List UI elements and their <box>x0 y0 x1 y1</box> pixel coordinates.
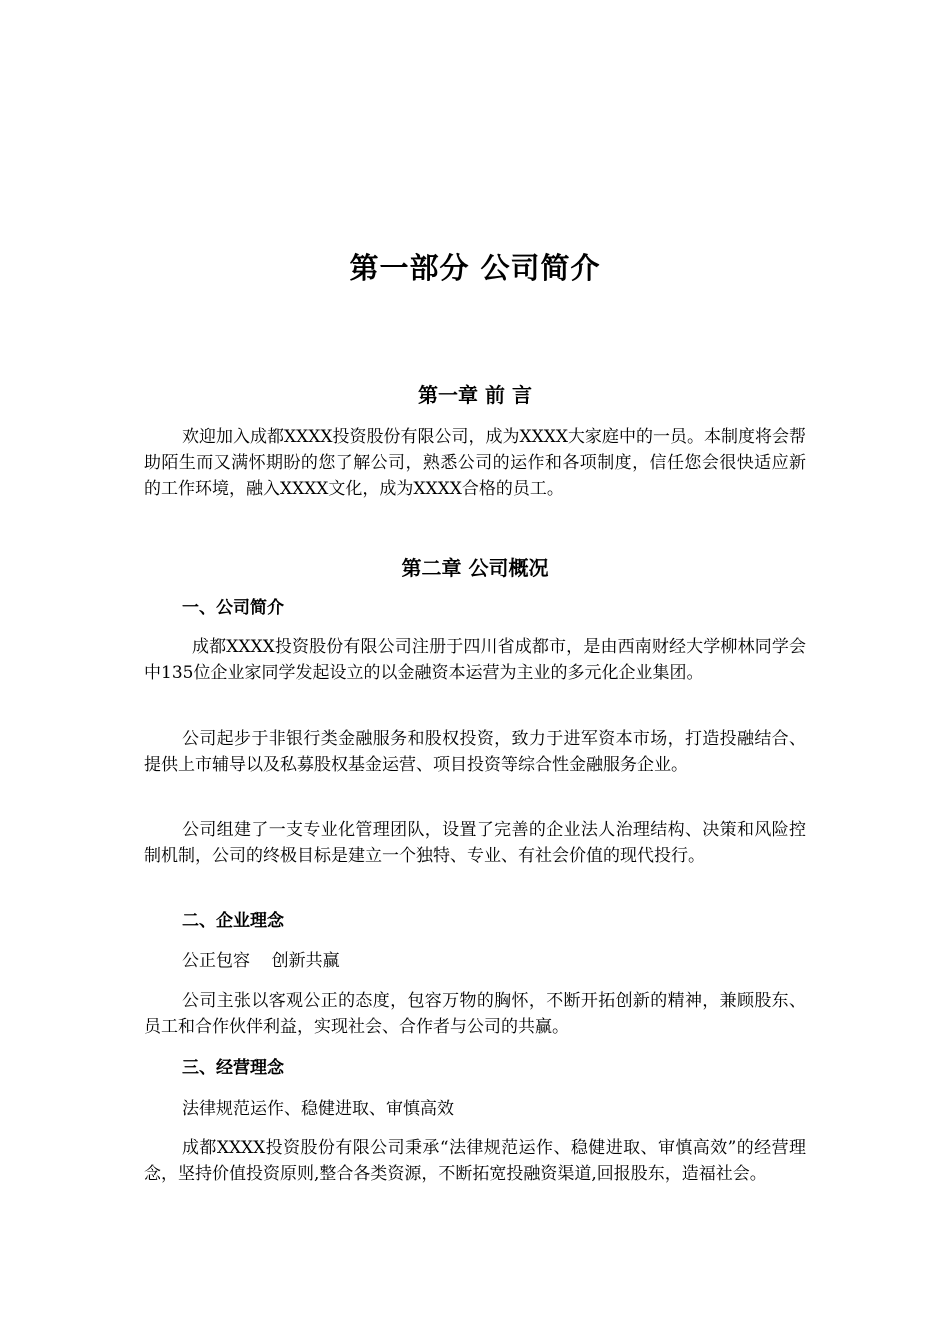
section2-title: 二、企业理念 <box>182 911 284 931</box>
chapter2-title: 第二章 公司概况 <box>401 556 549 580</box>
part-title: 第一部分 公司简介 <box>349 251 601 285</box>
chapter1-title: 第一章 前 言 <box>418 383 532 407</box>
section1-title: 一、公司简介 <box>182 598 284 618</box>
section1-paragraph-1: 成都XXXX投资股份有限公司注册于四川省成都市，是由西南财经大学柳林同学会中135位企业家同学发起设立的以金融资本运营为主业的多元化企业集团。 <box>144 637 806 683</box>
section2-motto: 公正包容 创新共赢 <box>182 951 340 971</box>
section1-paragraph-3: 公司组建了一支专业化管理团队，设置了完善的企业法人治理结构、决策和风险控制机制，公司的终极目标是建立一个独特、专业、有社会价值的现代投行。 <box>144 820 806 866</box>
section1-paragraph-2: 公司起步于非银行类金融服务和股权投资，致力于进军资本市场，打造投融结合、提供上市辅导以及私募股权基金运营、项目投资等综合性金融服务企业。 <box>144 729 806 775</box>
section3-title: 三、经营理念 <box>182 1058 284 1078</box>
chapter1-paragraph: 欢迎加入成都XXXX投资股份有限公司，成为XXXX大家庭中的一员。本制度将会帮助陌生而又满怀期盼的您了解公司，熟悉公司的运作和各项制度，信任您会很快适应新的工作环境，融入XXXX文化，成为XXXX合格的员工。 <box>144 427 806 499</box>
section3-motto: 法律规范运作、稳健进取、审慎高效 <box>182 1099 454 1119</box>
section3-paragraph: 成都XXXX投资股份有限公司秉承“法律规范运作、稳健进取、审慎高效”的经营理念，坚持价值投资原则,整合各类资源，不断拓宽投融资渠道,回报股东，造福社会。 <box>144 1138 806 1184</box>
section2-paragraph: 公司主张以客观公正的态度，包容万物的胸怀，不断开拓创新的精神，兼顾股东、员工和合作伙伴利益，实现社会、合作者与公司的共赢。 <box>144 991 806 1037</box>
